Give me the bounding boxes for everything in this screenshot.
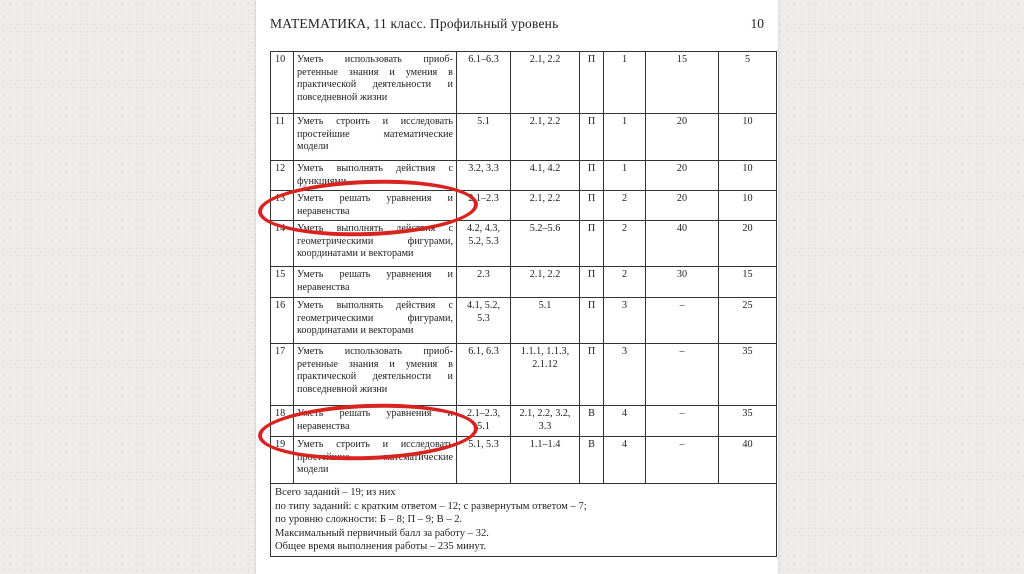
requirement-codes-cell: 2.1–2.3, 5.1 [457,406,511,437]
max-score-cell: 10 [719,191,777,221]
skill-description-cell: Уметь выполнять действия с геометрическими фигурами, координатами и векторами [294,298,457,344]
max-time-cell: – [646,344,719,406]
max-time-cell: 20 [646,191,719,221]
answer-type-cell: 1 [604,161,646,191]
difficulty-level-cell: П [580,298,604,344]
page-header-title: МАТЕМАТИКА, 11 класс. Профильный уровень [270,16,559,31]
max-score-cell: 35 [719,406,777,437]
requirement-codes-cell: 3.2, 3.3 [457,161,511,191]
difficulty-level-cell: П [580,161,604,191]
tasks-table [270,51,777,557]
difficulty-level-cell: П [580,267,604,298]
answer-type-cell: 4 [604,406,646,437]
skill-description-cell: Уметь выполнять действия с функциями [294,161,457,191]
task-number-cell: 18 [271,406,294,437]
task-number-cell: 12 [271,161,294,191]
task-row [271,114,777,161]
task-number-cell: 15 [271,267,294,298]
document-page [256,0,778,574]
difficulty-level-cell: П [580,52,604,114]
summary-task-types: по типу заданий: с кратким ответом – 12; с развернутым ответом – 7; [275,500,587,512]
max-time-cell: 40 [646,221,719,267]
task-row [271,52,777,114]
summary-difficulty-levels: по уровню сложности: Б – 8; П – 9; В – 2. [275,514,463,526]
skill-description-cell: Уметь строить и исследовать простейшие математические модели [294,114,457,161]
max-score-cell: 25 [719,298,777,344]
skill-description-cell: Уметь выполнять действия с геометрическими фигурами, координатами и векторами [294,221,457,267]
skill-description-cell: Уметь решать уравнения и неравенства [294,267,457,298]
answer-type-cell: 3 [604,344,646,406]
task-number-cell: 13 [271,191,294,221]
difficulty-level-cell: В [580,406,604,437]
answer-type-cell: 1 [604,52,646,114]
max-time-cell: 30 [646,267,719,298]
requirement-codes-cell: 4.1, 5.2, 5.3 [457,298,511,344]
max-time-cell: 15 [646,52,719,114]
summary-row [271,484,777,557]
content-codes-cell: 2.1, 2.2 [511,267,580,298]
summary-max-score: Максимальный первичный балл за работу – 32. [275,527,489,539]
content-codes-cell: 2.1, 2.2 [511,114,580,161]
content-codes-cell: 2.1, 2.2 [511,191,580,221]
requirement-codes-cell: 4.2, 4.3, 5.2, 5.3 [457,221,511,267]
max-time-cell: 20 [646,161,719,191]
task-number-cell: 10 [271,52,294,114]
answer-type-cell: 4 [604,437,646,484]
content-codes-cell: 2.1, 2.2 [511,52,580,114]
summary-total-time: Общее время выполнения работы – 235 минут. [275,541,487,553]
requirement-codes-cell: 6.1, 6.3 [457,344,511,406]
max-score-cell: 40 [719,437,777,484]
task-number-cell: 14 [271,221,294,267]
answer-type-cell: 2 [604,267,646,298]
max-score-cell: 15 [719,267,777,298]
summary-total-tasks: Всего заданий – 19; из них [275,487,396,498]
difficulty-level-cell: П [580,114,604,161]
max-score-cell: 5 [719,52,777,114]
max-time-cell: – [646,298,719,344]
skill-description-cell: Уметь решать уравнения и неравенства [294,191,457,221]
content-codes-cell: 1.1–1.4 [511,437,580,484]
difficulty-level-cell: В [580,437,604,484]
answer-type-cell: 1 [604,114,646,161]
answer-type-cell: 2 [604,221,646,267]
max-score-cell: 10 [719,161,777,191]
content-codes-cell: 5.2–5.6 [511,221,580,267]
max-score-cell: 35 [719,344,777,406]
task-row [271,298,777,344]
summary-cell [271,484,777,557]
skill-description-cell: Уметь строить и исследовать простейшие математические модели [294,437,457,484]
task-number-cell: 17 [271,344,294,406]
requirement-codes-cell: 2.1–2.3 [457,191,511,221]
requirement-codes-cell: 6.1–6.3 [457,52,511,114]
max-time-cell: – [646,406,719,437]
skill-description-cell: Уметь решать уравнения и неравенства [294,406,457,437]
skill-description-cell: Уметь использовать приоб-ретенные знания и умения в практической деятельности и повседневной жизни [294,52,457,114]
max-score-cell: 10 [719,114,777,161]
difficulty-level-cell: П [580,221,604,267]
content-codes-cell: 1.1.1, 1.1.3, 2.1.12 [511,344,580,406]
answer-type-cell: 3 [604,298,646,344]
task-number-cell: 11 [271,114,294,161]
page-number: 10 [750,16,764,31]
requirement-codes-cell: 5.1, 5.3 [457,437,511,484]
requirement-codes-cell: 2.3 [457,267,511,298]
content-codes-cell: 5.1 [511,298,580,344]
max-time-cell: 20 [646,114,719,161]
max-score-cell: 20 [719,221,777,267]
task-row [271,344,777,406]
answer-type-cell: 2 [604,191,646,221]
skill-description-cell: Уметь использовать приоб-ретенные знания и умения в практической деятельности и повседневной жизни [294,344,457,406]
task-row [271,267,777,298]
difficulty-level-cell: П [580,191,604,221]
content-codes-cell: 2.1, 2.2, 3.2, 3.3 [511,406,580,437]
difficulty-level-cell: П [580,344,604,406]
max-time-cell: – [646,437,719,484]
content-codes-cell: 4.1, 4.2 [511,161,580,191]
task-number-cell: 16 [271,298,294,344]
requirement-codes-cell: 5.1 [457,114,511,161]
task-number-cell: 19 [271,437,294,484]
